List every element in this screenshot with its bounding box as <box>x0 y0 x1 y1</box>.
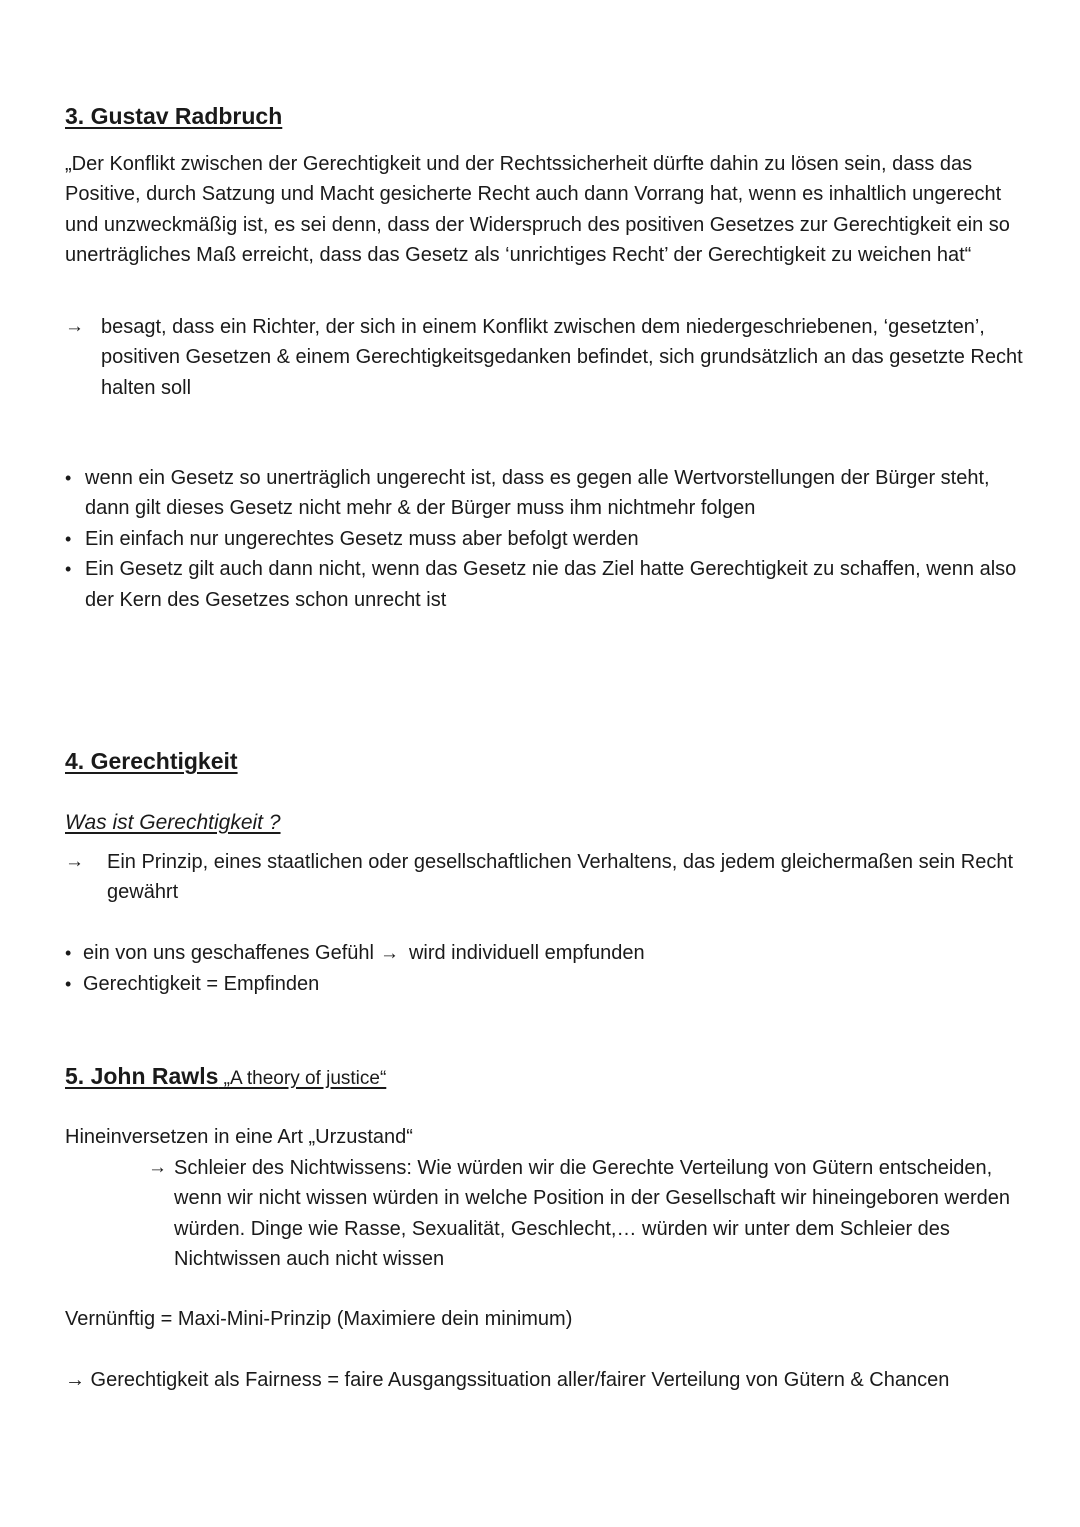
section-5-heading-text: 5. John Rawls <box>65 1063 219 1089</box>
section-5-subtitle: „A theory of justice“ <box>218 1068 387 1089</box>
arrow-icon: → <box>65 851 84 872</box>
section-5-heading <box>65 1061 1025 1094</box>
arrow-icon: → <box>148 1157 167 1178</box>
list-item: • wenn ein Gesetz so unerträglich ungerecht ist, dass es gegen alle Wertvorstellungen der Bürger steht, dann gilt dieses Gesetz nicht mehr & der Bürger muss ihm nichtmehr folgen <box>65 463 1025 524</box>
list-item: • Ein einfach nur ungerechtes Gesetz muss aber befolgt werden <box>65 524 1025 554</box>
bullet-icon: • <box>65 559 72 580</box>
gerechtigkeit-question <box>65 808 1025 838</box>
rawls-conclusion: → Gerechtigkeit als Fairness = faire Ausgangssituation aller/fairer Verteilung von Gütern & Chancen <box>65 1369 950 1391</box>
gerechtigkeit-bullet-list <box>65 938 1025 1000</box>
list-item: • Gerechtigkeit = Empfinden <box>65 969 1025 999</box>
section-3-heading <box>65 101 1025 131</box>
radbruch-bullet-list <box>65 463 1025 615</box>
section-3-heading-text: 3. Gustav Radbruch <box>65 103 283 129</box>
gerechtigkeit-definition-text: Ein Prinzip, eines staatlichen oder gesellschaftlichen Verhaltens, das jedem gleichermaßen sein Recht gewährt <box>107 851 1014 904</box>
list-item: • Ein Gesetz gilt auch dann nicht, wenn das Gesetz nie das Ziel hatte Gerechtigkeit zu schaffen, wenn also der Kern des Gesetzes schon unrecht ist <box>65 554 1025 615</box>
bullet-icon: • <box>65 974 72 995</box>
rawls-veil-text: Schleier des Nichtwissens: Wie würden wir die Gerechte Verteilung von Gütern entscheiden, wenn wir nicht wissen würden in welche Position in der Gesellschaft wir hineingeboren werden würden. Dinge wie Rasse, Sexualität, Geschlecht,… würden wir unter dem Schleier des Nichtwissen auch nicht wissen <box>174 1157 1010 1271</box>
gerechtigkeit-definition <box>65 847 1025 908</box>
list-item: • ein von uns geschaffenes Gefühl → wird individuell empfunden <box>65 938 1025 969</box>
radbruch-explanation-text: besagt, dass ein Richter, der sich in einem Konflikt zwischen dem niedergeschriebenen, ‘gesetzten’, positiven Gesetzen & einem Gerechtigkeitsgedanken befindet, sich grundsätzlich an das gesetzte Recht halten soll <box>101 316 1023 399</box>
section-4-heading <box>65 746 1025 776</box>
gerechtigkeit-question-text: Was ist Gerechtigkeit ? <box>65 811 281 834</box>
arrow-icon: → <box>379 943 399 964</box>
radbruch-explanation <box>65 312 1025 403</box>
section-4-heading-text: 4. Gerechtigkeit <box>65 748 238 774</box>
radbruch-quote: „Der Konflikt zwischen der Gerechtigkeit und der Rechtssicherheit dürfte dahin zu lösen sein, dass das Positive, durch Satzung und Macht gesicherte Recht auch dann Vorrang hat, wenn es inhaltlich ungerecht und unzweckmäßig ist, es sei denn, dass der Widerspruch des positiven Gesetzes zur Gerechtigkeit ein so unerträgliches Maß erreicht, dass das Gesetz als ‘unrichtiges Recht’ der Gerechtigkeit zu weichen hat“ <box>65 153 1010 267</box>
rawls-veil-of-ignorance <box>148 1153 1018 1275</box>
rawls-principle: Vernünftig = Maxi-Mini-Prinzip (Maximiere dein minimum) <box>65 1308 573 1330</box>
rawls-intro: Hineinversetzen in eine Art „Urzustand“ <box>65 1126 413 1148</box>
bullet-icon: • <box>65 943 72 963</box>
bullet-icon: • <box>65 468 72 488</box>
arrow-icon: → <box>65 316 84 337</box>
bullet-icon: • <box>65 528 72 549</box>
